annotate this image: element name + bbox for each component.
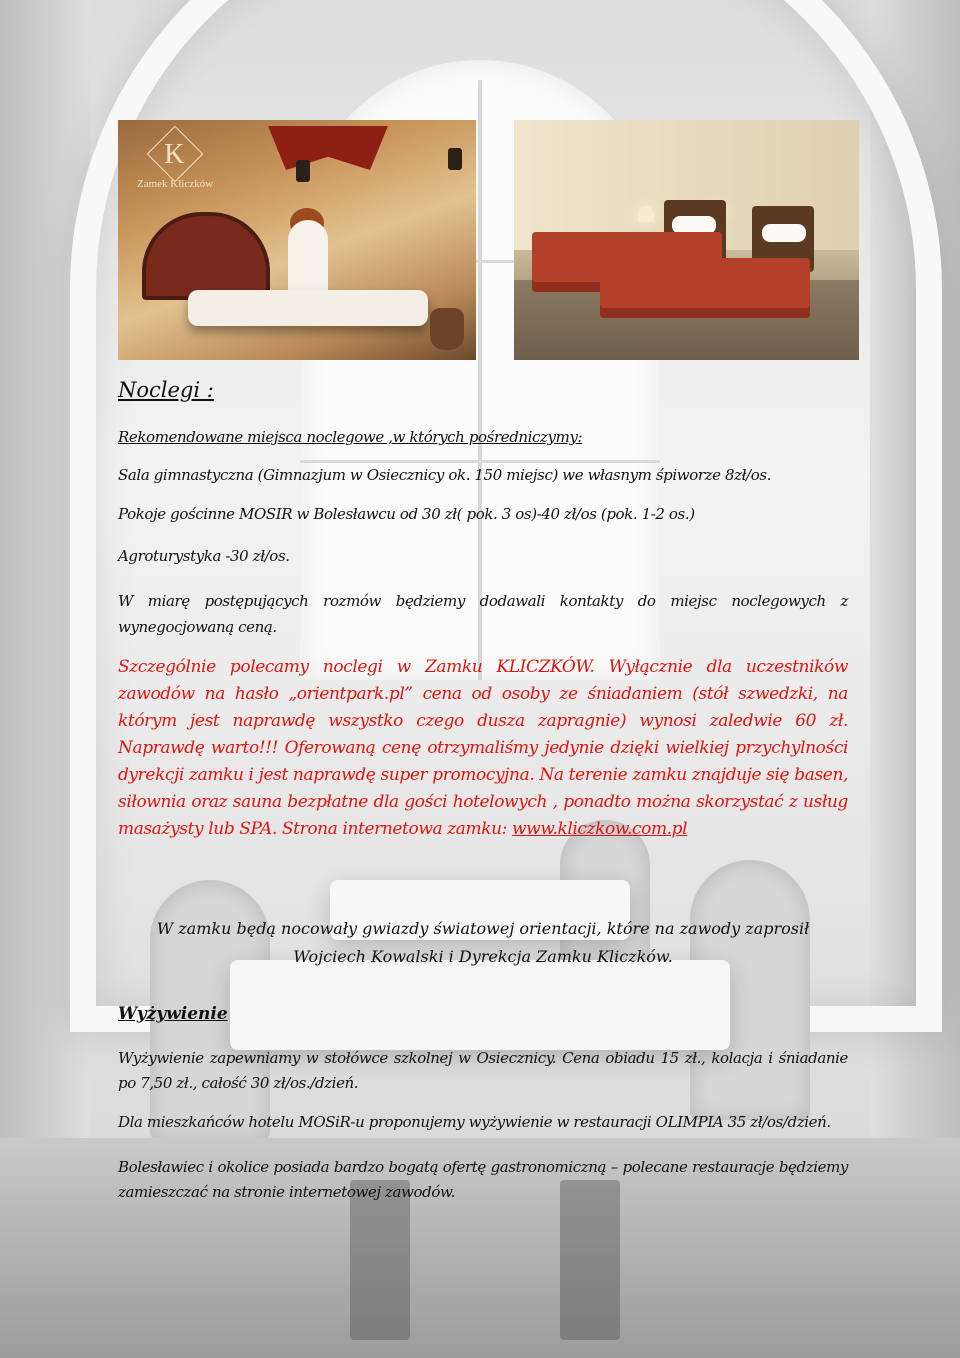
spa-pot	[430, 308, 464, 350]
castle-website-link[interactable]: www.kliczkow.com.pl	[512, 819, 688, 839]
lamp-icon	[448, 148, 462, 170]
bed	[600, 258, 810, 318]
section-title-noclegi: Noclegi :	[118, 378, 214, 402]
negotiation-note: W miarę postępujących rozmów będziemy dodawali kontakty do miejsc noclegowych z wynegocjowaną ceną.	[118, 592, 848, 636]
catering-olimpia-restaurant: Dla mieszkańców hotelu MOSiR-u proponujemy wyżywienie w restauracji OLIMPIA 35 zł/os/dzień.	[118, 1113, 831, 1131]
castle-recommendation-text: Szczególnie polecamy noclegi w Zamku KLICZKÓW. Wyłącznie dla uczestników zawodów na hasło „orientpark.pl” cena od osoby ze śniadaniem (stół szwedzki, na którym jest naprawdę wszystko czego dusza zapragnie) wynosi zaledwie 60 zł. Naprawdę warto!!! Oferowaną cenę otrzymaliśmy jedynie dzięki wielkiej przychylności dyrekcji zamku i jest naprawdę super promocyjna. Na terenie zamku znajduje się basen, siłownia oraz sauna bezpłatne dla gości hotelowych , ponadto można skorzystać z usług masażysty lub SPA. Strona internetowa zamku:	[118, 657, 848, 839]
massage-table	[188, 290, 428, 326]
section-title-wyzywienie: Wyżywienie	[118, 1004, 228, 1024]
castle-logo: K Zamek Kliczków	[136, 134, 214, 208]
spa-photo	[118, 120, 476, 360]
catering-local-restaurants: Bolesławiec i okolice posiada bardzo bogatą ofertę gastronomiczną – polecane restauracje będziemy zamieszczać na stronie internetowej zawodów.	[118, 1158, 848, 1201]
accommodation-option: Pokoje gościnne MOSIR w Bolesławcu od 30 zł( pok. 3 os)-40 zł/os (pok. 1-2 os.)	[118, 505, 695, 523]
catering-school-canteen: Wyżywienie zapewniamy w stołówce szkolnej w Osiecznicy. Cena obiadu 15 zł., kolacja i śniadanie po 7,50 zł., całość 30 zł/os./dzień.	[118, 1049, 848, 1092]
bed-pillow	[762, 224, 806, 242]
hotel-room-photo	[514, 120, 859, 360]
lamp-icon	[638, 206, 654, 222]
star-guests-hosts: Wojciech Kowalski i Dyrekcja Zamku Kliczków.	[293, 947, 673, 966]
castle-recommendation	[118, 654, 848, 843]
recommended-accommodation-title: Rekomendowane miejsca noclegowe ,w których pośredniczymy:	[118, 428, 583, 446]
accommodation-option: Agroturystyka -30 zł/os.	[118, 547, 290, 565]
spa-stained-window	[142, 212, 270, 300]
lamp-icon	[296, 160, 310, 182]
spa-drape	[268, 126, 388, 170]
accommodation-option: Sala gimnastyczna (Gimnazjum w Osiecznicy ok. 150 miejsc) we własnym śpiworze 8zł/os.	[118, 466, 771, 484]
star-guests-line: W zamku będą nocowały gwiazdy światowej orientacji, które na zawody zaprosił	[156, 919, 810, 938]
